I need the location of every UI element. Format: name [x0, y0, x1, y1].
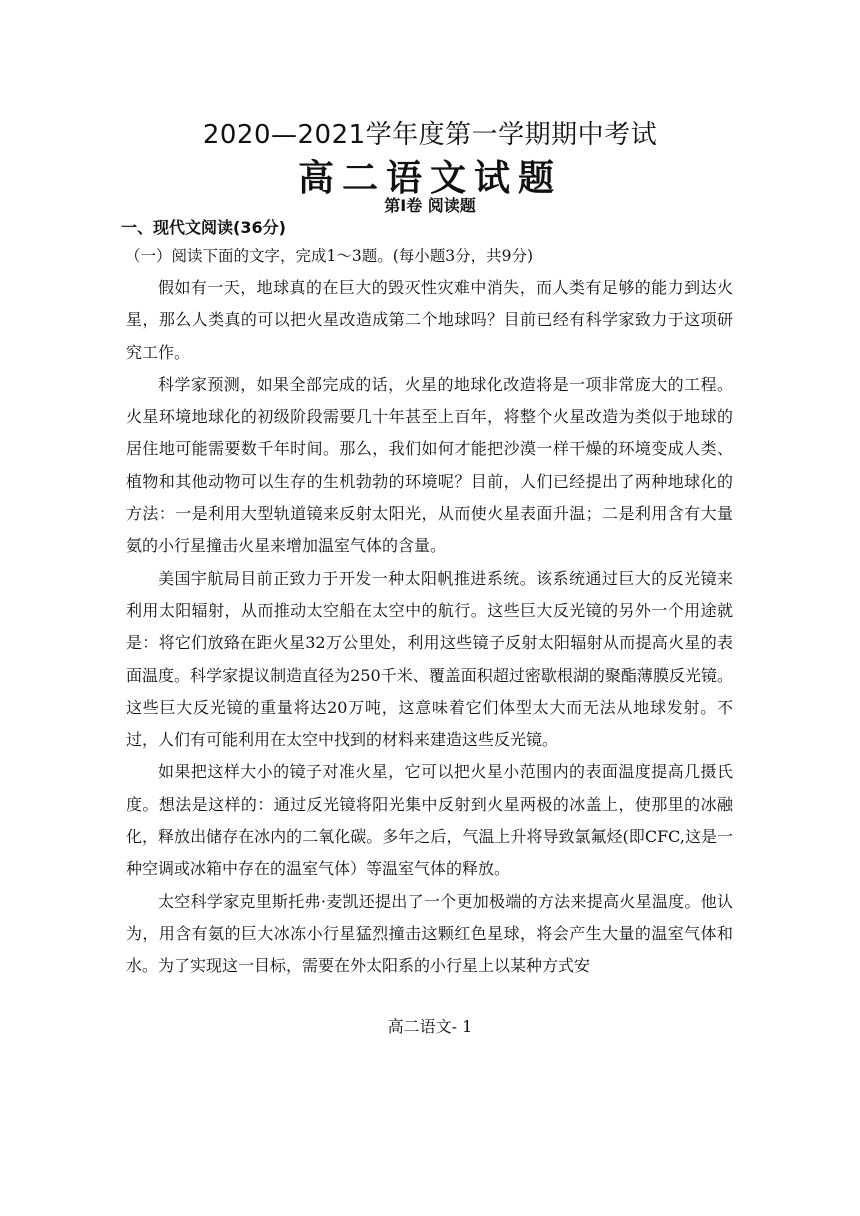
passage-paragraph: 美国宇航局目前正致力于开发一种太阳帆推进系统。该系统通过巨大的反光镜来利用太阳辐射，从而推动太空船在太空中的航行。这些巨大反光镜的另外一个用途就是：将它们放臵在距火星32万公里处，利用这些镜子反射太阳辐射从而提高火星的表面温度。科学家提议制造直径为250千米、覆盖面积超过密歇根湖的聚酯薄膜反光镜。这些巨大反光镜的重量将达20万吨，这意味着它们体型太大而无法从地球发射。不过，人们有可能利用在太空中找到的材料来建造这些反光镜。 [126, 568, 733, 750]
passage-paragraph: 科学家预测，如果全部完成的话，火星的地球化改造将是一项非常庞大的工程。火星环境地球化的初级阶段需要几十年甚至上百年，将整个火星改造为类似于地球的居住地可能需要数千年时间。那么，我们如何才能把沙漠一样干燥的环境变成人类、植物和其他动物可以生存的生机勃勃的环境呢？目前，人们已经提出了两种地球化的方法：一是利用大型轨道镜来反射太阳光，从而使火星表面升温；二是利用含有大量氨的小行星撞击火星来增加温室气体的含量。 [126, 374, 733, 556]
passage-paragraph: 假如有一天，地球真的在巨大的毁灭性灾难中消失，而人类有足够的能力到达火星，那么人类真的可以把火星改造成第二个地球吗？目前已经有科学家致力于这项研究工作。 [126, 278, 733, 362]
subject-title: 高二语文试题 [297, 158, 562, 199]
part-title: 第Ⅰ卷 阅读题 [384, 196, 476, 215]
page-footer: 高二语文- 1 [387, 1017, 473, 1036]
exam-title: 2020—2021学年度第一学期期中考试 [202, 120, 658, 150]
section-instruction: （一）阅读下面的文字，完成1～3题。(每小题3分，共9分) [125, 247, 534, 265]
section-heading: 一、现代文阅读(36分) [121, 218, 286, 237]
passage-paragraph: 太空科学家克里斯托弗·麦凯还提出了一个更加极端的方法来提高火星温度。他认为，用含有氨的巨大冰冻小行星猛烈撞击这颗红色星球，将会产生大量的温室气体和水。为了实现这一目标，需要在外太阳系的小行星上以某种方式安 [126, 891, 733, 976]
passage-paragraph: 如果把这样大小的镜子对准火星，它可以把火星小范围内的表面温度提高几摄氏度。想法是这样的：通过反光镜将阳光集中反射到火星两极的冰盖上，使那里的冰融化，释放出储存在冰内的二氧化碳。多年之后，气温上升将导致氯氟烃(即CFC,这是一种空调或冰箱中存在的温室气体）等温室气体的释放。 [126, 762, 733, 879]
reading-passage [126, 272, 733, 983]
